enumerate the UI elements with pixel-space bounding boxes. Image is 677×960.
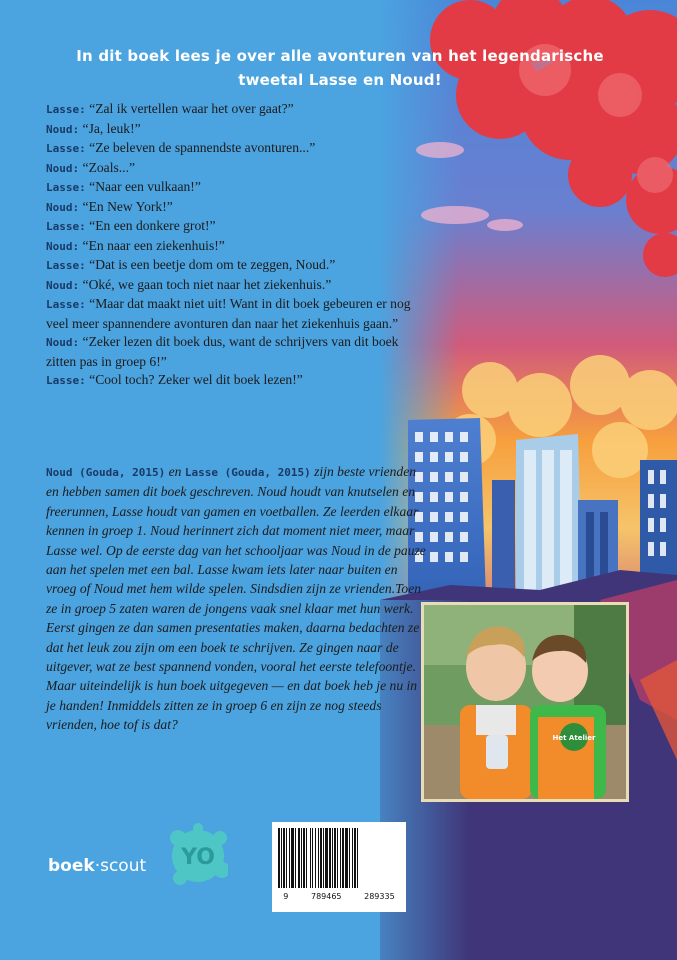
barcode-bar (329, 828, 331, 888)
barcode-bar (295, 828, 296, 888)
barcode-bar (340, 828, 341, 888)
author-name-1: Noud (Gouda, 2015) (46, 466, 166, 479)
dialogue-line (46, 198, 426, 218)
dialogue-line (46, 159, 426, 179)
dialogue-line (46, 120, 426, 140)
dialogue-line (46, 139, 426, 159)
barcode-bar (298, 828, 300, 888)
author-photo-illustration (424, 605, 626, 799)
barcode-digit-group: 789465 (310, 892, 342, 901)
barcode-digit-group: 9 (283, 892, 289, 901)
speaker-name: Lasse: (46, 103, 86, 116)
barcode-bar (310, 828, 311, 888)
dialogue-line (46, 295, 426, 333)
dialogue-text: “Dat is een beetje dom om te zeggen, Noud.” (89, 257, 336, 272)
speaker-name: Noud: (46, 161, 80, 175)
publisher-logo (48, 820, 228, 894)
author-bio (46, 462, 426, 735)
speaker-name: Lasse: (46, 142, 86, 155)
speaker-name: Lasse: (46, 181, 86, 194)
dialogue-text: “En naar een ziekenhuis!” (82, 237, 225, 253)
dialogue-text: “Maar dat maakt niet uit! Want in dit boek gebeuren er nog veel meer spannendere avonturen dan naar het ziekenhuis gaan.” (46, 296, 411, 331)
bio-text: zijn beste vrienden en hebben samen dit boek geschreven. Noud houdt van knutselen en freerunnen, Lasse houdt van gamen en voetballen. Ze leerden elkaar kennen in groep 1. Noud herinnert zich dat moment niet meer, maar Lasse wel. Op de eerste dag van het schooljaar was Noud in de pauze aan het spelen met een bal. Lasse kwam iets later naar buiten en vroeg of Noud met hem wilde spelen. Sindsdien zijn ze vrienden.Toen ze in groep 5 zaten waren de jongens vaak snel klaar met hun werk. Eerst gingen ze dan samen presentaties maken, daarna bedachten ze dat het leuk zou zijn om een boek te schrijven. Ze gingen naar de uitgever, wat ze best spannend vonden, vooral het eerste telefoontje. Maar uiteindelijk is hun boek uitgegeven — en dat boek heb je nu in je handen! Inmiddels zitten ze in groep 6 en zijn ze nog steeds vrienden, hoe tof is dat? (46, 464, 426, 733)
speaker-name: Noud: (46, 122, 80, 136)
logo-wordmark (48, 856, 146, 876)
dialogue-line (46, 256, 426, 276)
author-name-2: Lasse (Gouda, 2015) (184, 466, 311, 479)
barcode-bar (345, 828, 348, 888)
speaker-name: Lasse: (46, 298, 86, 311)
speaker-name: Noud: (46, 239, 80, 253)
dialogue-line (46, 237, 426, 257)
dialogue-text: “Oké, we gaan toch niet naar het ziekenhuis.” (82, 276, 332, 292)
barcode-bar (289, 828, 290, 888)
barcode-bar (286, 828, 287, 888)
barcode-bar (306, 828, 307, 888)
barcode-bar (281, 828, 282, 888)
barcode-bar (318, 828, 319, 888)
dialogue-text: “Ze beleven de spannendste avonturen...” (89, 140, 316, 155)
barcode-bar (323, 828, 324, 888)
barcode-bar (354, 828, 356, 888)
tagline-line-1: In dit boek lees je over alle avonturen van het legendarische (76, 47, 604, 65)
barcode-bar (278, 828, 280, 888)
dialogue-text: “En een donkere grot!” (89, 218, 216, 233)
author-conjunction: en (168, 464, 182, 479)
cover-tagline (40, 44, 640, 92)
logo-dot: · (94, 856, 101, 876)
dialogue-text: “En New York!” (82, 198, 173, 214)
dialogue-text: “Zoals...” (82, 159, 135, 175)
dialogue-line (46, 371, 426, 391)
barcode-bar (283, 828, 285, 888)
logo-part-2: scout (100, 856, 147, 876)
barcode-bar (291, 828, 294, 888)
barcode-digit-group: 289335 (364, 892, 395, 901)
shirt-text: Het Atelier (552, 734, 596, 742)
speaker-name: Lasse: (46, 220, 86, 233)
dialogue-line (46, 276, 426, 296)
dialogue-text: “Zal ik vertellen waar het over gaat?” (89, 101, 294, 116)
barcode-bar (342, 828, 344, 888)
dialogue-text: “Cool toch? Zeker wel dit boek lezen!” (89, 372, 303, 387)
author-photo (421, 602, 629, 802)
logo-part-1: boek (48, 856, 95, 876)
speaker-name: Noud: (46, 278, 80, 292)
barcode-bar (325, 828, 328, 888)
dialogue-text: “Ja, leuk!” (82, 120, 141, 136)
dialogue-line (46, 217, 426, 237)
barcode-bar (301, 828, 302, 888)
dialogue-text: “Zeker lezen dit boek dus, want de schrijvers van dit boek zitten pas in groep 6!” (46, 334, 399, 369)
speaker-name: Noud: (46, 336, 80, 349)
dialogue-text: “Naar een vulkaan!” (89, 179, 201, 194)
barcode-bars (278, 828, 400, 888)
tagline-line-2: tweetal Lasse en Noud! (238, 71, 442, 89)
speaker-name: Lasse: (46, 259, 86, 272)
barcode-bar (357, 828, 358, 888)
barcode-bar (337, 828, 338, 888)
speaker-name: Lasse: (46, 374, 86, 387)
isbn-barcode (272, 822, 406, 912)
barcode-bar (352, 828, 353, 888)
barcode-bar (349, 828, 350, 888)
barcode-bar (303, 828, 305, 888)
barcode-bar (312, 828, 313, 888)
logo-badge-text: YO (181, 845, 215, 870)
dialogue-line (46, 333, 426, 371)
barcode-bar (320, 828, 322, 888)
barcode-bar (315, 828, 316, 888)
barcode-bar (334, 828, 336, 888)
dialogue-line (46, 178, 426, 198)
dialogue-block (46, 100, 426, 391)
speaker-name: Noud: (46, 200, 80, 214)
barcode-bar (332, 828, 333, 888)
barcode-number (272, 892, 406, 901)
dialogue-line (46, 100, 426, 120)
